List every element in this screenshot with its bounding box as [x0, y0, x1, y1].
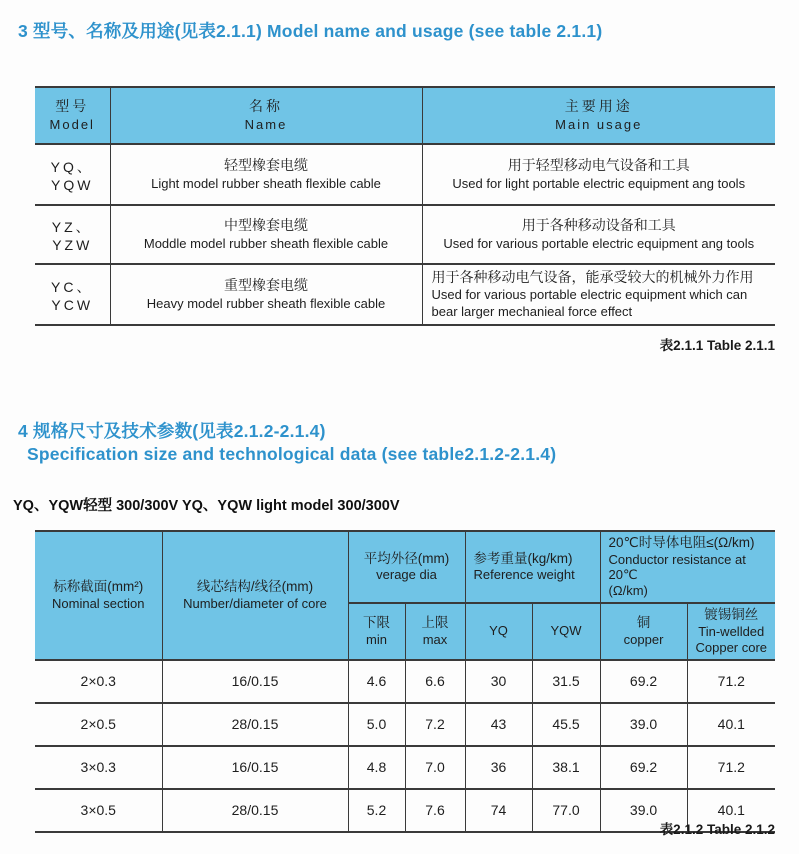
table-row — [35, 264, 775, 325]
dia-en: verage dia — [376, 567, 437, 583]
resist-line3: (Ω/km) — [608, 583, 648, 599]
usage-en: Used for various portable electric equipment ang tools — [443, 235, 755, 251]
header-name-cn: 名称 — [249, 98, 283, 115]
core-cn: 线芯结构/线径(mm) — [196, 579, 314, 595]
name-en: Light model rubber sheath flexible cable — [151, 175, 381, 191]
header-cell-name — [110, 87, 422, 144]
core-cell: 16/0.15 — [162, 746, 348, 789]
name-cell — [110, 205, 422, 264]
max-cell: 7.6 — [405, 789, 465, 832]
resist-line1: 20℃时导体电阻≤(Ω/km) — [608, 535, 755, 550]
header-model-en: Model — [49, 116, 95, 132]
spec-table — [35, 530, 775, 833]
header-cell-model — [35, 87, 110, 144]
core-cell: 28/0.15 — [162, 789, 348, 832]
header-model-cn: 型号 — [55, 98, 90, 115]
spec-table-subtitle: YQ、YQW轻型 300/300V YQ、YQW light model 300/300V — [13, 498, 400, 514]
max-cell: 6.6 — [405, 660, 465, 703]
model-usage-table — [35, 86, 775, 326]
tinned-en1: Tin-wellded — [698, 624, 765, 639]
table-211-caption: 表2.1.1 Table 2.1.1 — [659, 338, 775, 353]
header-usage-en: Main usage — [555, 116, 643, 132]
header-cell-min — [348, 603, 405, 660]
dia-cn: 平均外径(mm) — [363, 550, 450, 566]
model-cell: YQ、YQW — [35, 144, 110, 205]
usage-en: Used for light portable electric equipment ang tools — [452, 175, 746, 191]
name-cn: 中型橡套电缆 — [224, 217, 308, 234]
header-cell-core-structure — [162, 531, 348, 660]
header-group-average-diameter — [348, 531, 465, 603]
name-cell — [110, 144, 422, 205]
section-cell: 3×0.3 — [35, 746, 162, 789]
tinned-cell: 71.2 — [687, 660, 775, 703]
nominal-cn: 标称截面(mm²) — [53, 579, 144, 595]
yq-cell: 36 — [465, 746, 532, 789]
max-en: max — [422, 631, 448, 647]
copper-cell: 69.2 — [600, 746, 687, 789]
header-cell-usage — [422, 87, 775, 144]
min-en: min — [366, 631, 387, 647]
table-212-caption: 表2.1.2 Table 2.1.2 — [659, 822, 775, 837]
table-header-row — [35, 87, 775, 144]
min-cell: 4.6 — [348, 660, 405, 703]
section-cell: 3×0.5 — [35, 789, 162, 832]
weight-cn: 参考重量(kg/km) — [473, 550, 573, 566]
header-name-en: Name — [244, 116, 288, 132]
copper-cn: 铜 — [636, 614, 651, 630]
copper-cell: 39.0 — [600, 789, 687, 832]
section-cell: 2×0.3 — [35, 660, 162, 703]
usage-cell — [422, 205, 775, 264]
usage-en: Used for various portable electric equipment which can bear larger mechanieal force effect — [431, 287, 748, 320]
core-en: Number/diameter of core — [183, 595, 327, 611]
section-cell: 2×0.5 — [35, 703, 162, 746]
max-cell: 7.0 — [405, 746, 465, 789]
min-cell: 5.2 — [348, 789, 405, 832]
name-cn: 重型橡套电缆 — [224, 277, 308, 294]
yqw-cell: 31.5 — [532, 660, 600, 703]
usage-cell — [422, 264, 775, 325]
table-row — [35, 660, 775, 703]
section4-title-cn: 4 规格尺寸及技术参数(见表2.1.2-2.1.4) — [18, 421, 326, 441]
name-en: Moddle model rubber sheath flexible cable — [143, 235, 389, 251]
table-row — [35, 746, 775, 789]
header-cell-nominal-section — [35, 531, 162, 660]
yq-cell: 74 — [465, 789, 532, 832]
header-cell-max — [405, 603, 465, 660]
tinned-cell: 40.1 — [687, 703, 775, 746]
usage-cn: 用于各种移动电气设备，能承受较大的机械外力作用 — [431, 269, 754, 285]
yqw-cell: 45.5 — [532, 703, 600, 746]
table-row — [35, 703, 775, 746]
table-header-group-row — [35, 531, 775, 603]
yq-label: YQ — [489, 623, 508, 639]
header-group-conductor-resistance — [600, 531, 775, 603]
core-cell: 28/0.15 — [162, 703, 348, 746]
model-cell: YZ、YZW — [35, 205, 110, 264]
section4-title-en: Specification size and technological data (see table2.1.2-2.1.4) — [27, 444, 557, 465]
tinned-cell: 71.2 — [687, 746, 775, 789]
core-cell: 16/0.15 — [162, 660, 348, 703]
name-en: Heavy model rubber sheath flexible cable — [146, 295, 386, 311]
copper-en: copper — [623, 631, 664, 647]
tinned-en2: Copper core — [695, 639, 768, 655]
yqw-label: YQW — [550, 623, 582, 639]
model-cell: YC、YCW — [35, 264, 110, 325]
name-cn: 轻型橡套电缆 — [224, 157, 308, 174]
weight-en: Reference weight — [473, 567, 575, 583]
header-cell-yqw — [532, 603, 600, 660]
min-cn: 下限 — [363, 614, 390, 630]
section4-heading — [18, 420, 556, 466]
usage-cn: 用于轻型移动电气设备和工具 — [507, 157, 690, 174]
max-cell: 7.2 — [405, 703, 465, 746]
max-cn: 上限 — [421, 614, 449, 630]
yqw-cell: 38.1 — [532, 746, 600, 789]
copper-cell: 69.2 — [600, 660, 687, 703]
yq-cell: 30 — [465, 660, 532, 703]
usage-cell — [422, 144, 775, 205]
min-cell: 4.8 — [348, 746, 405, 789]
section3-title: 3 型号、名称及用途(见表2.1.1) Model name and usage (see table 2.1.1) — [18, 21, 603, 41]
min-cell: 5.0 — [348, 703, 405, 746]
table-row — [35, 205, 775, 264]
header-cell-copper — [600, 603, 687, 660]
header-cell-yq — [465, 603, 532, 660]
copper-cell: 39.0 — [600, 703, 687, 746]
tinned-cell: 40.1 — [687, 789, 775, 832]
yq-cell: 43 — [465, 703, 532, 746]
header-usage-cn: 主要用途 — [564, 98, 633, 115]
name-cell — [110, 264, 422, 325]
nominal-en: Nominal section — [52, 595, 145, 611]
table-row — [35, 144, 775, 205]
section3-heading — [18, 20, 602, 43]
yqw-cell: 77.0 — [532, 789, 600, 832]
resist-line2: Conductor resistance at 20℃ — [608, 551, 746, 583]
tinned-cn: 镀锡铜丝 — [704, 607, 759, 623]
usage-cn: 用于各种移动设备和工具 — [521, 217, 676, 234]
header-group-reference-weight — [465, 531, 600, 603]
header-cell-tinned-copper — [687, 603, 775, 660]
